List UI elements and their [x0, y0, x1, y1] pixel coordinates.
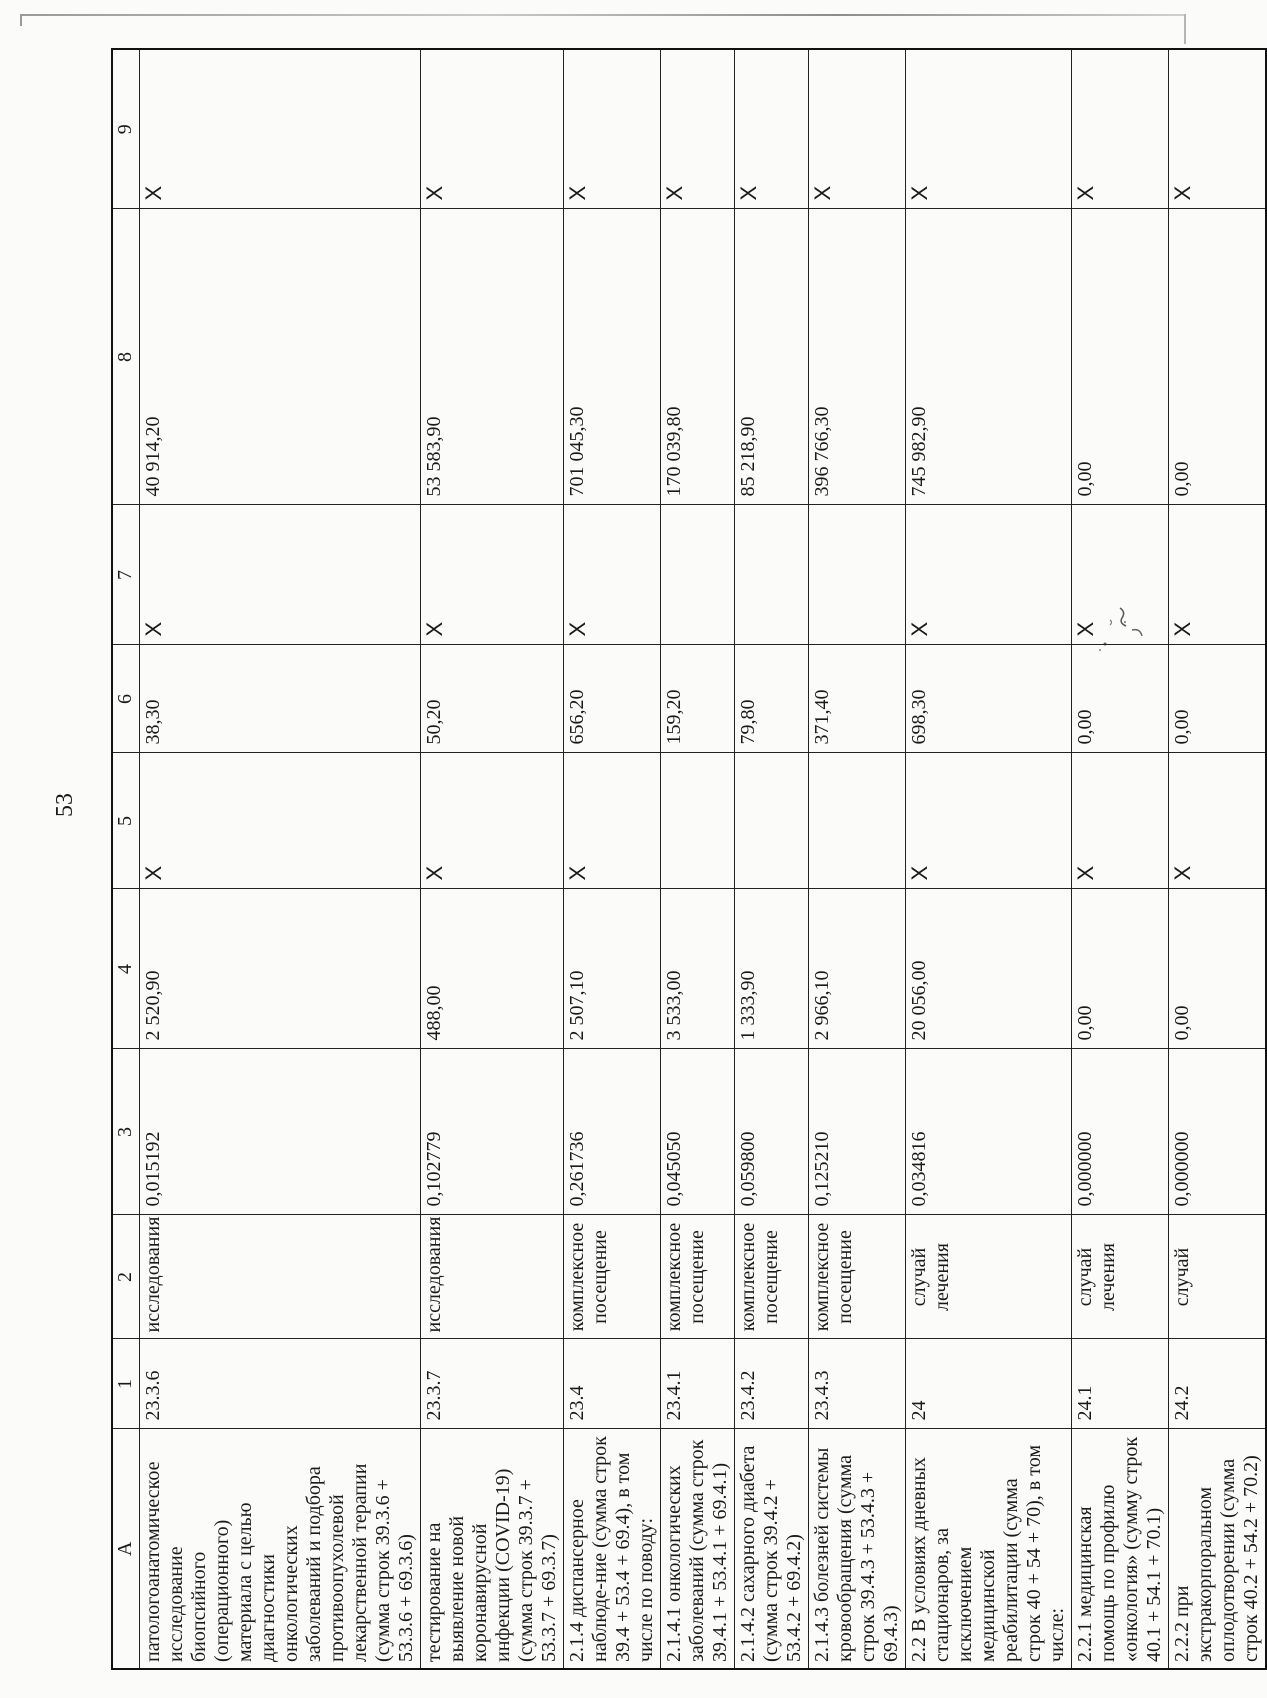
col4-cell: 488,00 [421, 889, 564, 1049]
header-col-a: A [112, 1429, 140, 1669]
unit-cell: случай лечения [906, 1215, 1072, 1339]
col4-cell: 0,00 [1169, 889, 1267, 1049]
financing-table [111, 48, 1267, 1670]
col6-cell: 50,20 [421, 645, 564, 753]
scan-edge-right [1184, 14, 1186, 44]
col5-cell: X [140, 753, 421, 889]
col9-cell: X [661, 49, 735, 209]
row-description: 2.1.4 диспансерное наблюде-ние (сумма строк 39.4 + 53.4 + 69.4), в том числе по поводу: [564, 1429, 661, 1669]
rotated-table-container [111, 50, 1262, 1670]
col5-cell: X [421, 753, 564, 889]
row-number: 24.1 [1072, 1339, 1169, 1429]
row-description: 2.1.4.3 болезней системы кровообращения (сумма строк 39.4.3 + 53.4.3 + 69.4.3) [809, 1429, 906, 1669]
table-row [564, 49, 661, 1669]
header-col-3: 3 [112, 1049, 140, 1215]
col3-cell: 0,102779 [421, 1049, 564, 1215]
col4-cell: 2 520,90 [140, 889, 421, 1049]
col6-cell: 38,30 [140, 645, 421, 753]
col5-cell [735, 753, 809, 889]
col8-cell: 85 218,90 [735, 209, 809, 505]
col6-cell: 0,00 [1169, 645, 1267, 753]
col9-cell: X [1169, 49, 1267, 209]
row-number: 23.4 [564, 1339, 661, 1429]
unit-cell: комплексное посещение [564, 1215, 661, 1339]
col7-cell: X [421, 505, 564, 645]
header-col-8: 8 [112, 209, 140, 505]
col9-cell: X [421, 49, 564, 209]
col8-cell: 0,00 [1072, 209, 1169, 505]
col7-cell: X [1169, 505, 1267, 645]
col3-cell: 0,261736 [564, 1049, 661, 1215]
col5-cell: X [906, 753, 1072, 889]
row-number: 23.4.2 [735, 1339, 809, 1429]
col6-cell: 79,80 [735, 645, 809, 753]
col9-cell: X [564, 49, 661, 209]
col5-cell [809, 753, 906, 889]
col3-cell: 0,125210 [809, 1049, 906, 1215]
unit-cell: случай лечения [1072, 1215, 1169, 1339]
col7-cell [661, 505, 735, 645]
row-number: 24 [906, 1339, 1072, 1429]
unit-cell: комплексное посещение [809, 1215, 906, 1339]
col8-cell: 701 045,30 [564, 209, 661, 505]
unit-cell: комплексное посещение [661, 1215, 735, 1339]
header-col-6: 6 [112, 645, 140, 753]
scan-edge-top [20, 14, 1185, 16]
col4-cell: 1 333,90 [735, 889, 809, 1049]
table-row [661, 49, 735, 1669]
scan-edge-left [20, 14, 22, 26]
col4-cell: 2 507,10 [564, 889, 661, 1049]
col6-cell: 159,20 [661, 645, 735, 753]
col9-cell: X [1072, 49, 1169, 209]
col3-cell: 0,045050 [661, 1049, 735, 1215]
table-row [140, 49, 421, 1669]
col9-cell: X [809, 49, 906, 209]
col5-cell: X [1072, 753, 1169, 889]
page-number: 53 [52, 793, 78, 817]
row-description: 2.1.4.1 онкологических заболеваний (сумма строк 39.4.1 + 53.4.1 + 69.4.1) [661, 1429, 735, 1669]
col8-cell: 0,00 [1169, 209, 1267, 505]
col4-cell: 3 533,00 [661, 889, 735, 1049]
col5-cell: X [1169, 753, 1267, 889]
col4-cell: 0,00 [1072, 889, 1169, 1049]
col7-cell: X [906, 505, 1072, 645]
col5-cell [661, 753, 735, 889]
unit-cell: исследования [421, 1215, 564, 1339]
table-row [1169, 49, 1267, 1669]
unit-cell: исследования [140, 1215, 421, 1339]
col3-cell: 0,059800 [735, 1049, 809, 1215]
col9-cell: X [735, 49, 809, 209]
unit-cell: комплексное посещение [735, 1215, 809, 1339]
col7-cell [809, 505, 906, 645]
row-description: 2.1.4.2 сахарного диабета (сумма строк 39.4.2 + 53.4.2 + 69.4.2) [735, 1429, 809, 1669]
col6-cell: 698,30 [906, 645, 1072, 753]
row-number: 23.4.1 [661, 1339, 735, 1429]
header-col-2: 2 [112, 1215, 140, 1339]
col7-cell: X [1072, 505, 1169, 645]
table-row [906, 49, 1072, 1669]
header-col-1: 1 [112, 1339, 140, 1429]
col3-cell: 0,015192 [140, 1049, 421, 1215]
row-number: 23.3.6 [140, 1339, 421, 1429]
table-row [735, 49, 809, 1669]
col4-cell: 20 056,00 [906, 889, 1072, 1049]
header-col-5: 5 [112, 753, 140, 889]
col6-cell: 656,20 [564, 645, 661, 753]
col8-cell: 170 039,80 [661, 209, 735, 505]
row-description: тестирование на выявление новой коронавирусной инфекции (COVID-19) (сумма строк 39.3.7 + 53.3.7 + 69.3.7) [421, 1429, 564, 1669]
row-number: 24.2 [1169, 1339, 1267, 1429]
col8-cell: 396 766,30 [809, 209, 906, 505]
col8-cell: 745 982,90 [906, 209, 1072, 505]
header-col-7: 7 [112, 505, 140, 645]
header-col-4: 4 [112, 889, 140, 1049]
row-number: 23.3.7 [421, 1339, 564, 1429]
row-description: патологоанатомическое исследование биопсийного (операционного) материала с целью диагностики онкологических заболеваний и подбора противоопухолевой лекарственной терапии (сумма строк 39.3.6 + 53.3.6 + 69.3.6) [140, 1429, 421, 1669]
col3-cell: 0,000000 [1169, 1049, 1267, 1215]
header-row [112, 49, 140, 1669]
col7-cell [735, 505, 809, 645]
col9-cell: X [906, 49, 1072, 209]
col7-cell: X [564, 505, 661, 645]
table-row [809, 49, 906, 1669]
col4-cell: 2 966,10 [809, 889, 906, 1049]
row-description: 2.2 В условиях дневных стационаров, за исключением медицинской реабилитации (сумма строк 40 + 54 + 70), в том числе: [906, 1429, 1072, 1669]
col6-cell: 0,00 [1072, 645, 1169, 753]
col3-cell: 0,000000 [1072, 1049, 1169, 1215]
row-number: 23.4.3 [809, 1339, 906, 1429]
col7-cell: X [140, 505, 421, 645]
table-row [1072, 49, 1169, 1669]
unit-cell: случай [1169, 1215, 1267, 1339]
row-description: 2.2.2 при экстракорпоральном оплодотворении (сумма строк 40.2 + 54.2 + 70.2) [1169, 1429, 1267, 1669]
col6-cell: 371,40 [809, 645, 906, 753]
col9-cell: X [140, 49, 421, 209]
col5-cell: X [564, 753, 661, 889]
header-col-9: 9 [112, 49, 140, 209]
col8-cell: 40 914,20 [140, 209, 421, 505]
col3-cell: 0,034816 [906, 1049, 1072, 1215]
col8-cell: 53 583,90 [421, 209, 564, 505]
row-description: 2.2.1 медицинская помощь по профилю «онкология» (сумму строк 40.1 + 54.1 + 70.1) [1072, 1429, 1169, 1669]
table-row [421, 49, 564, 1669]
